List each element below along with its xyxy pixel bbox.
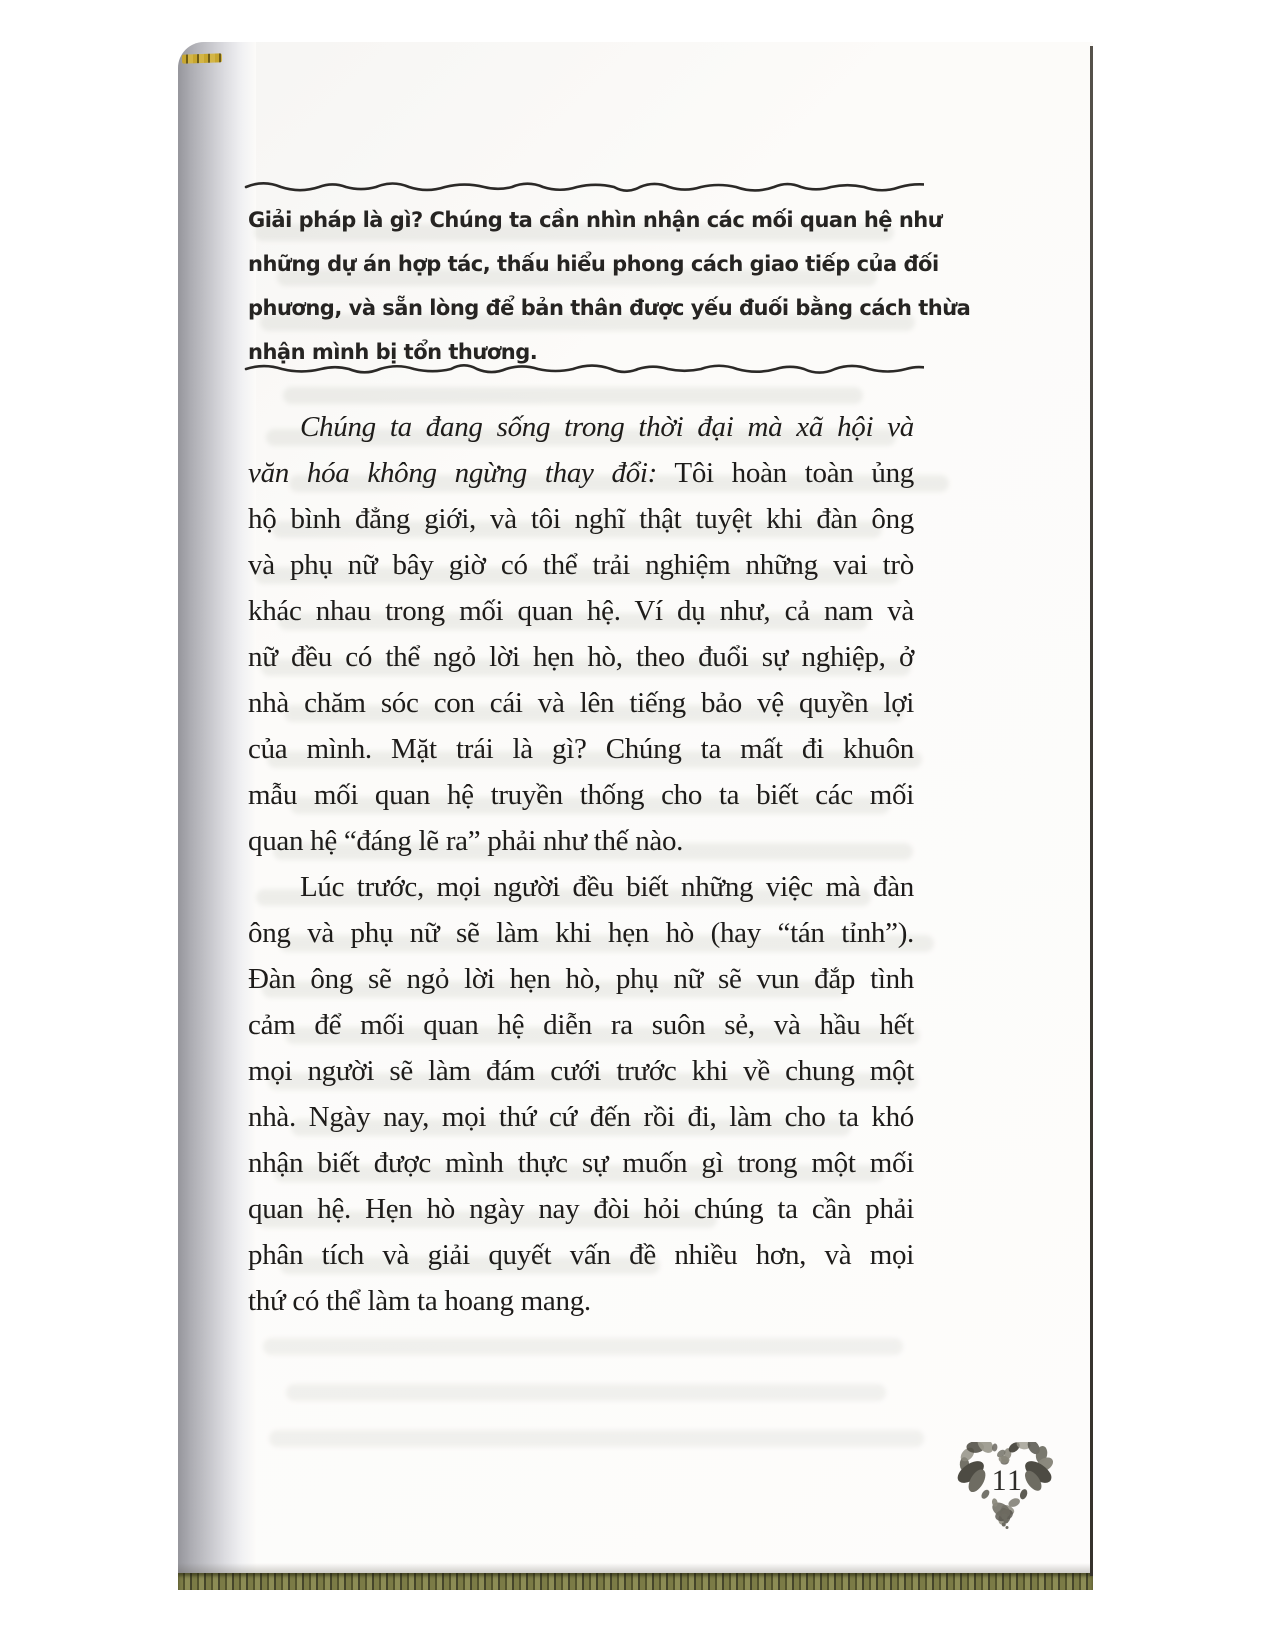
text-segment: quan hệ. Hẹn hò ngày nay đòi hỏi chúng ta cần phải — [248, 1193, 914, 1225]
text-segment: phân tích và giải quyết vấn đề nhiều hơn, và mọi — [248, 1239, 914, 1271]
text-line — [248, 818, 914, 864]
wreath-tail-dot — [1006, 1526, 1009, 1529]
text-line — [248, 1002, 914, 1048]
text-segment: nữ đều có thể ngỏ lời hẹn hò, theo đuổi sự nghiệp, ở — [248, 641, 914, 673]
text-segment: hộ bình đẳng giới, và tôi nghĩ thật tuyệt khi đàn ông — [248, 503, 914, 535]
page-right-edge — [1090, 46, 1093, 1576]
wreath-leaf — [992, 1443, 998, 1451]
text-segment: mẫu mối quan hệ truyền thống cho ta biết các mối — [248, 779, 914, 811]
text-line — [248, 588, 914, 634]
text-line — [248, 772, 914, 818]
text-line — [248, 956, 914, 1002]
text-segment: nhận biết được mình thực sự muốn gì trong một mối — [248, 1147, 914, 1179]
text-line — [248, 1140, 914, 1186]
text-segment: mọi người sẽ làm đám cưới trước khi về chung một — [248, 1055, 914, 1087]
wavy-rule-bottom — [244, 360, 924, 376]
text-line — [248, 726, 914, 772]
text-line — [248, 496, 914, 542]
text-segment: thứ có thể làm ta hoang mang. — [248, 1285, 591, 1317]
handwritten-quote — [248, 198, 971, 374]
quote-line: phương, và sẵn lòng để bản thân được yếu đuối bằng cách thừa — [248, 296, 971, 320]
text-line — [248, 542, 914, 588]
text-segment: Lúc trước, mọi người đều biết những việc mà đàn — [300, 871, 914, 903]
text-line — [248, 450, 914, 496]
page-content — [248, 42, 971, 1590]
text-segment: quan hệ “đáng lẽ ra” phải như thế nào. — [248, 825, 684, 857]
text-segment: cảm để mối quan hệ diễn ra suôn sẻ, và hầu hết — [248, 1009, 914, 1041]
showthrough-ghost-line — [283, 387, 863, 404]
text-segment: khác nhau trong mối quan hệ. Ví dụ như, cả nam và — [248, 595, 914, 627]
book-page-photo — [178, 42, 1093, 1590]
table-fabric-sliver — [182, 53, 222, 63]
wavy-rule-top — [244, 178, 924, 194]
text-line — [248, 1232, 914, 1278]
text-segment: nhà. Ngày nay, mọi thứ cứ đến rồi đi, làm cho ta khó — [248, 1101, 914, 1133]
text-line — [248, 1278, 914, 1324]
showthrough-ghost-line — [286, 1384, 886, 1401]
quote-line: Giải pháp là gì? Chúng ta cần nhìn nhận các mối quan hệ như — [248, 208, 943, 232]
text-line — [248, 1048, 914, 1094]
showthrough-ghost-line — [269, 1430, 924, 1447]
quote-line: nhận mình bị tổn thương. — [248, 340, 538, 364]
text-segment: của mình. Mặt trái là gì? Chúng ta mất đi khuôn — [248, 733, 914, 765]
text-segment: ông và phụ nữ sẽ làm khi hẹn hò (hay “tán tỉnh”). — [248, 917, 914, 949]
quote-line: những dự án hợp tác, thấu hiểu phong cách giao tiếp của đối — [248, 252, 939, 276]
italic-text-segment: văn hóa không ngừng thay đổi: — [248, 457, 658, 489]
page-bottom-shadow — [178, 1563, 1093, 1573]
text-line — [248, 680, 914, 726]
text-line — [248, 1186, 914, 1232]
page-number: 11 — [991, 1464, 1024, 1497]
text-line — [248, 910, 914, 956]
wreath-tail-dot — [1002, 1523, 1006, 1527]
text-line — [248, 404, 914, 450]
spine-page-curl — [178, 42, 256, 1573]
italic-text-segment: Chúng ta đang sống trong thời đại mà xã hội và — [300, 411, 914, 443]
text-line — [248, 1094, 914, 1140]
showthrough-ghost-line — [263, 1338, 903, 1355]
text-line — [248, 864, 914, 910]
heart-wreath-decoration — [952, 1442, 1057, 1532]
table-fabric-strip — [178, 1573, 1093, 1590]
body-text — [248, 404, 914, 1324]
wreath-leaf — [980, 1488, 991, 1500]
text-segment: và phụ nữ bây giờ có thể trải nghiệm những vai trò — [248, 549, 914, 581]
text-segment: nhà chăm sóc con cái và lên tiếng bảo vệ quyền lợi — [248, 687, 914, 719]
text-line — [248, 634, 914, 680]
text-segment: Đàn ông sẽ ngỏ lời hẹn hò, phụ nữ sẽ vun đắp tình — [248, 963, 914, 995]
text-segment: Tôi hoàn toàn ủng — [657, 457, 914, 489]
